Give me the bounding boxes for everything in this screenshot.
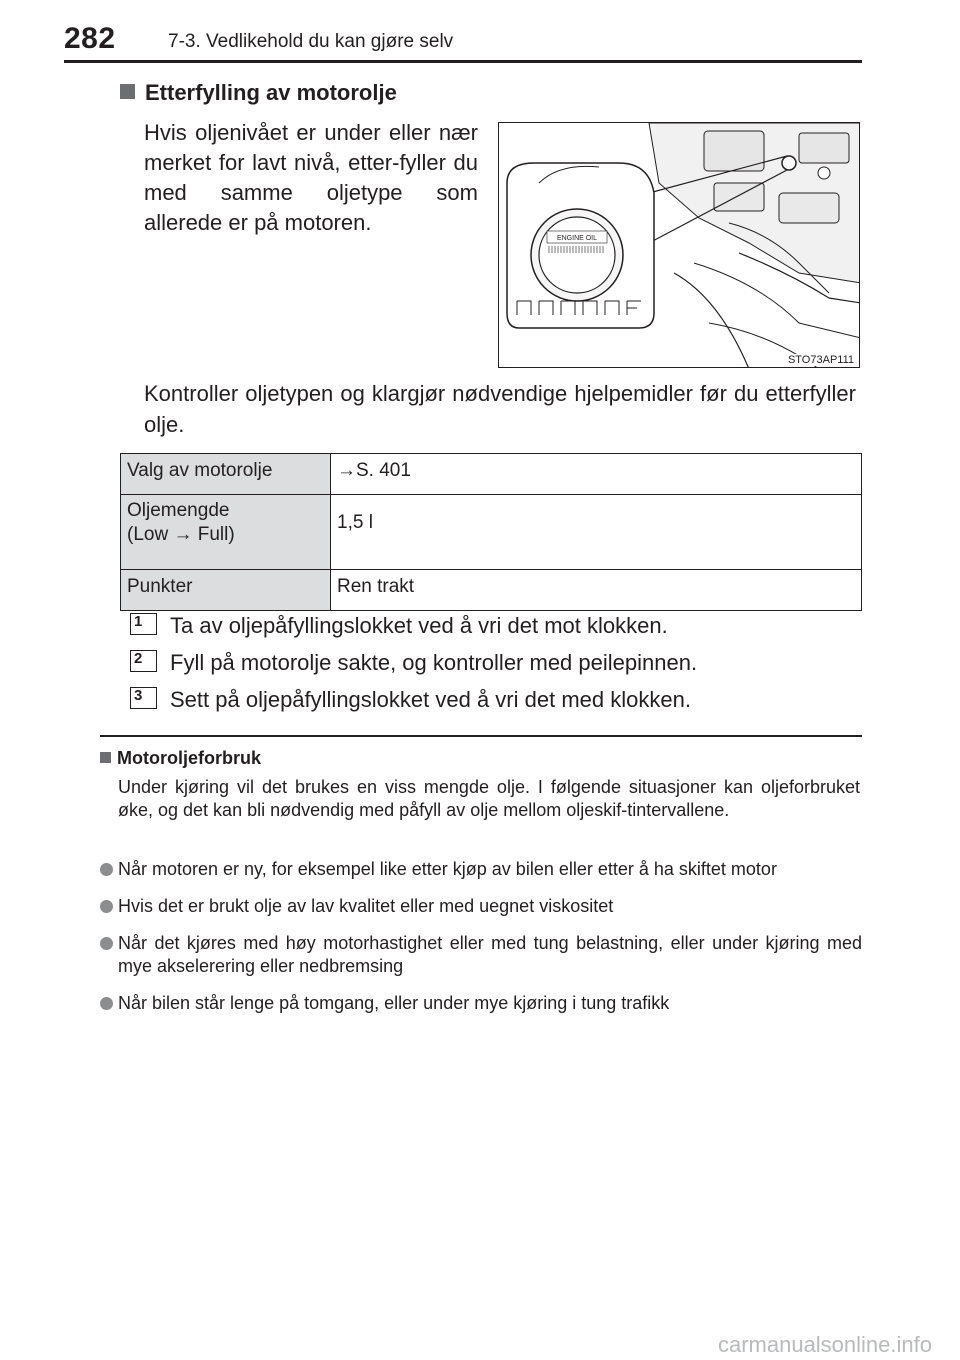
page-number: 282: [64, 22, 116, 55]
engine-oil-figure: [498, 122, 860, 368]
check-paragraph: Kontroller oljetypen og klargjør nødvendige hjelpemidler før du etterfyller olje.: [144, 381, 856, 437]
step-item: [130, 647, 870, 684]
step-number: 1: [130, 613, 157, 635]
step-number: 3: [130, 687, 157, 709]
table-row: [121, 570, 862, 611]
table-row: [121, 454, 862, 495]
bullet-text: Når det kjøres med høy motorhastighet eller med tung belastning, eller under kjøring med mye akselerering eller nedbremsing: [118, 933, 862, 976]
square-bullet-icon: [100, 752, 111, 763]
step-text: Ta av oljepåfyllingslokket ved å vri det mot klokken.: [170, 613, 668, 638]
bullet-text: Hvis det er brukt olje av lav kvalitet eller med uegnet viskositet: [118, 896, 614, 916]
section-heading-text: Etterfylling av motorolje: [145, 80, 397, 105]
consumption-bullets: [100, 858, 862, 1029]
section-heading: [120, 80, 397, 106]
step-item: [130, 610, 870, 647]
circle-bullet-icon: [100, 997, 113, 1010]
table-value-cell: 1,5 l: [331, 495, 862, 570]
square-bullet-icon: [120, 84, 135, 99]
step-item: [130, 684, 870, 721]
table-row: [121, 495, 862, 570]
intro-paragraph: Hvis oljenivået er under eller nær merket for lavt nivå, etter-fyller du med samme oljetype som allerede er på motoren.: [144, 120, 478, 235]
table-label-line: Oljemengde: [127, 500, 230, 521]
circle-bullet-icon: [100, 863, 113, 876]
list-item: [100, 932, 862, 978]
circle-bullet-icon: [100, 937, 113, 950]
table-label-cell: Punkter: [121, 570, 331, 611]
figure-code: STO73AP111: [787, 354, 854, 366]
consumption-heading-text: Motoroljeforbruk: [117, 748, 261, 768]
list-item: [100, 858, 862, 881]
step-number: 2: [130, 650, 157, 672]
oil-spec-table: [120, 453, 862, 611]
table-value-cell: Ren trakt: [331, 570, 862, 611]
step-text: Sett på oljepåfyllingslokket ved å vri det med klokken.: [170, 687, 691, 712]
bullet-text: Når motoren er ny, for eksempel like etter kjøp av bilen eller etter å ha skiftet motor: [118, 859, 777, 879]
table-label-cell: Valg av motorolje: [121, 454, 331, 495]
circle-bullet-icon: [100, 900, 113, 913]
header-rule: [64, 60, 862, 63]
page-header: [0, 0, 960, 62]
steps-list: [130, 610, 870, 721]
consumption-heading: [100, 748, 261, 769]
section-divider: [100, 735, 862, 737]
consumption-paragraph: Under kjøring vil det brukes en viss mengde olje. I følgende situasjoner kan oljeforbruket øke, og det kan bli nødvendig med påfyll av olje mellom oljeskif-tintervallene.: [118, 777, 860, 820]
engine-bay-illustration: [499, 123, 860, 368]
table-label-line: (Low → Full): [127, 524, 235, 545]
bullet-text: Når bilen står lenge på tomgang, eller under mye kjøring i tung trafikk: [118, 993, 670, 1013]
list-item: [100, 992, 862, 1015]
list-item: [100, 895, 862, 918]
watermark: carmanualsonline.info: [717, 1332, 932, 1357]
step-text: Fyll på motorolje sakte, og kontroller med peilepinnen.: [170, 650, 698, 675]
table-label-cell: [121, 495, 331, 570]
table-value-cell: →S. 401: [331, 454, 862, 495]
cap-label: ENGINE OIL: [556, 235, 598, 242]
chapter-title: 7-3. Vedlikehold du kan gjøre selv: [168, 31, 454, 52]
